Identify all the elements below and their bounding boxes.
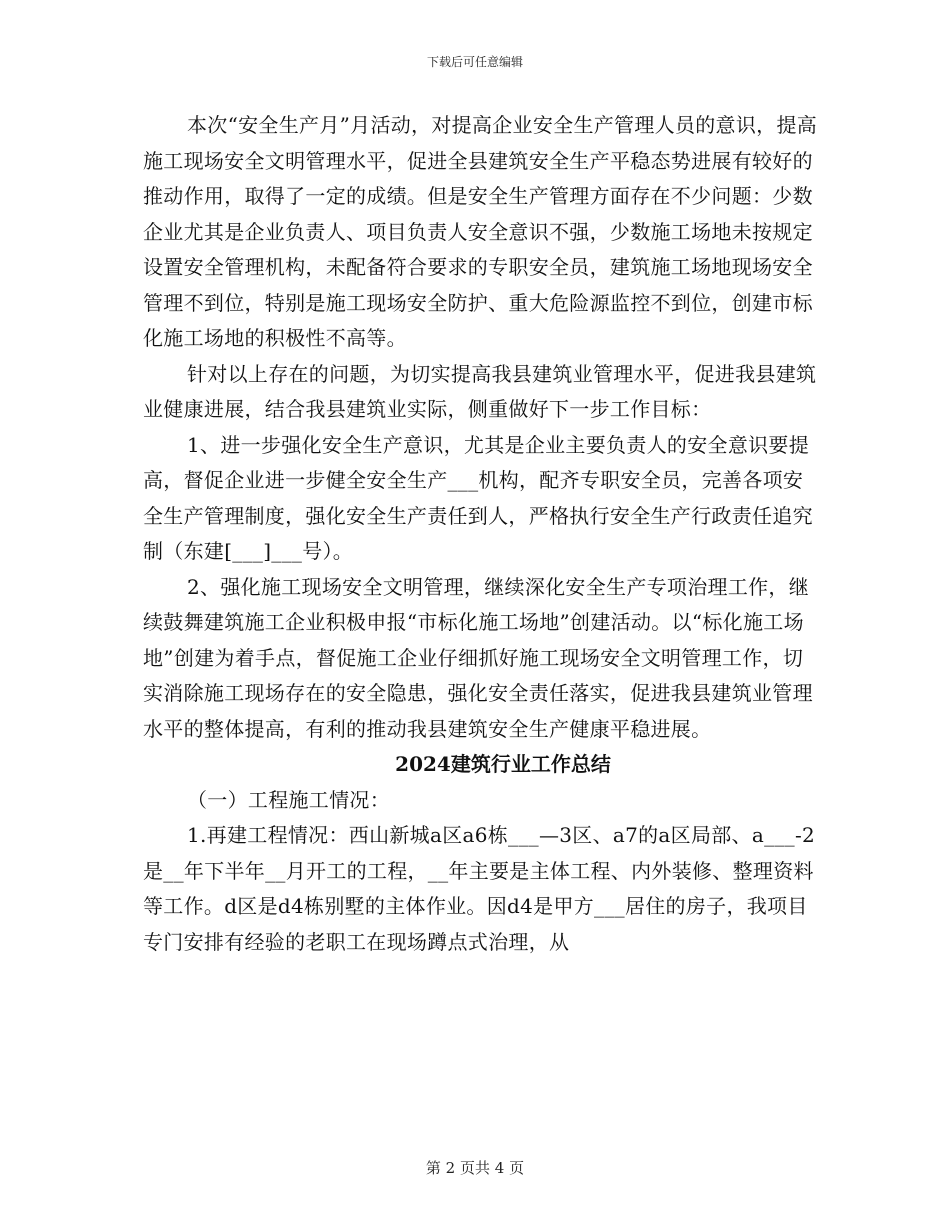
- paragraph-goal-1: 1、进一步强化安全生产意识，尤其是企业主要负责人的安全意识要提高，督促企业进一步健全安全生产___机构，配齐专职安全员，完善各项安全生产管理制度，强化安全生产责任到人，严格执行安全生产行政责任追究制（东建[___]___号）。: [143, 432, 813, 563]
- paragraph-next-goals-intro: 针对以上存在的问题，为切实提高我县建筑业管理水平，促进我县建筑业健康进展，结合我县建筑业实际，侧重做好下一步工作目标：: [143, 361, 817, 421]
- paragraph-ongoing-projects: 1.再建工程情况：西山新城a区a6栋___—3区、a7的a区局部、a___-2是__年下半年__月开工的工程，__年主要是主体工程、内外装修、整理资料等工作。d区是d4栋别墅的主体作业。因d4是甲方___居住的房子，我项目专门安排有经验的老职工在现场蹲点式治理，从: [143, 823, 816, 954]
- paragraph-activity-summary: 本次“安全生产月”月活动，对提高企业安全生产管理人员的意识，提高施工现场安全文明管理水平，促进全县建筑安全生产平稳态势进展有较好的推动作用，取得了一定的成绩。但是安全生产管理方面存在不少问题：少数企业尤其是企业负责人、项目负责人安全意识不强，少数施工场地未按规定设置安全管理机构，未配备符合要求的专职安全员，建筑施工场地现场安全管理不到位，特别是施工现场安全防护、重大危险源监控不到位，创建市标化施工场地的积极性不高等。: [143, 113, 818, 350]
- document-body: [143, 108, 823, 960]
- paragraph-goal-2: 2、强化施工现场安全文明管理，继续深化安全生产专项治理工作，继续鼓舞建筑施工企业积极申报“市标化施工场地”创建活动。以“标化施工场地”创建为着手点，督促施工企业仔细抓好施工现场安全文明管理工作，切实消除施工现场存在的安全隐患，强化安全责任落实，促进我县建筑业管理水平的整体提高，有利的推动我县建筑安全生产健康平稳进展。: [143, 574, 813, 741]
- paragraph-construction-heading: （一）工程施工情况：: [187, 787, 390, 812]
- page-header-note: 下载后可任意编辑: [426, 55, 523, 69]
- section-title: 2024建筑行业工作总结: [395, 752, 611, 776]
- page-number-footer: 第 2 页共 4 页: [425, 1159, 525, 1177]
